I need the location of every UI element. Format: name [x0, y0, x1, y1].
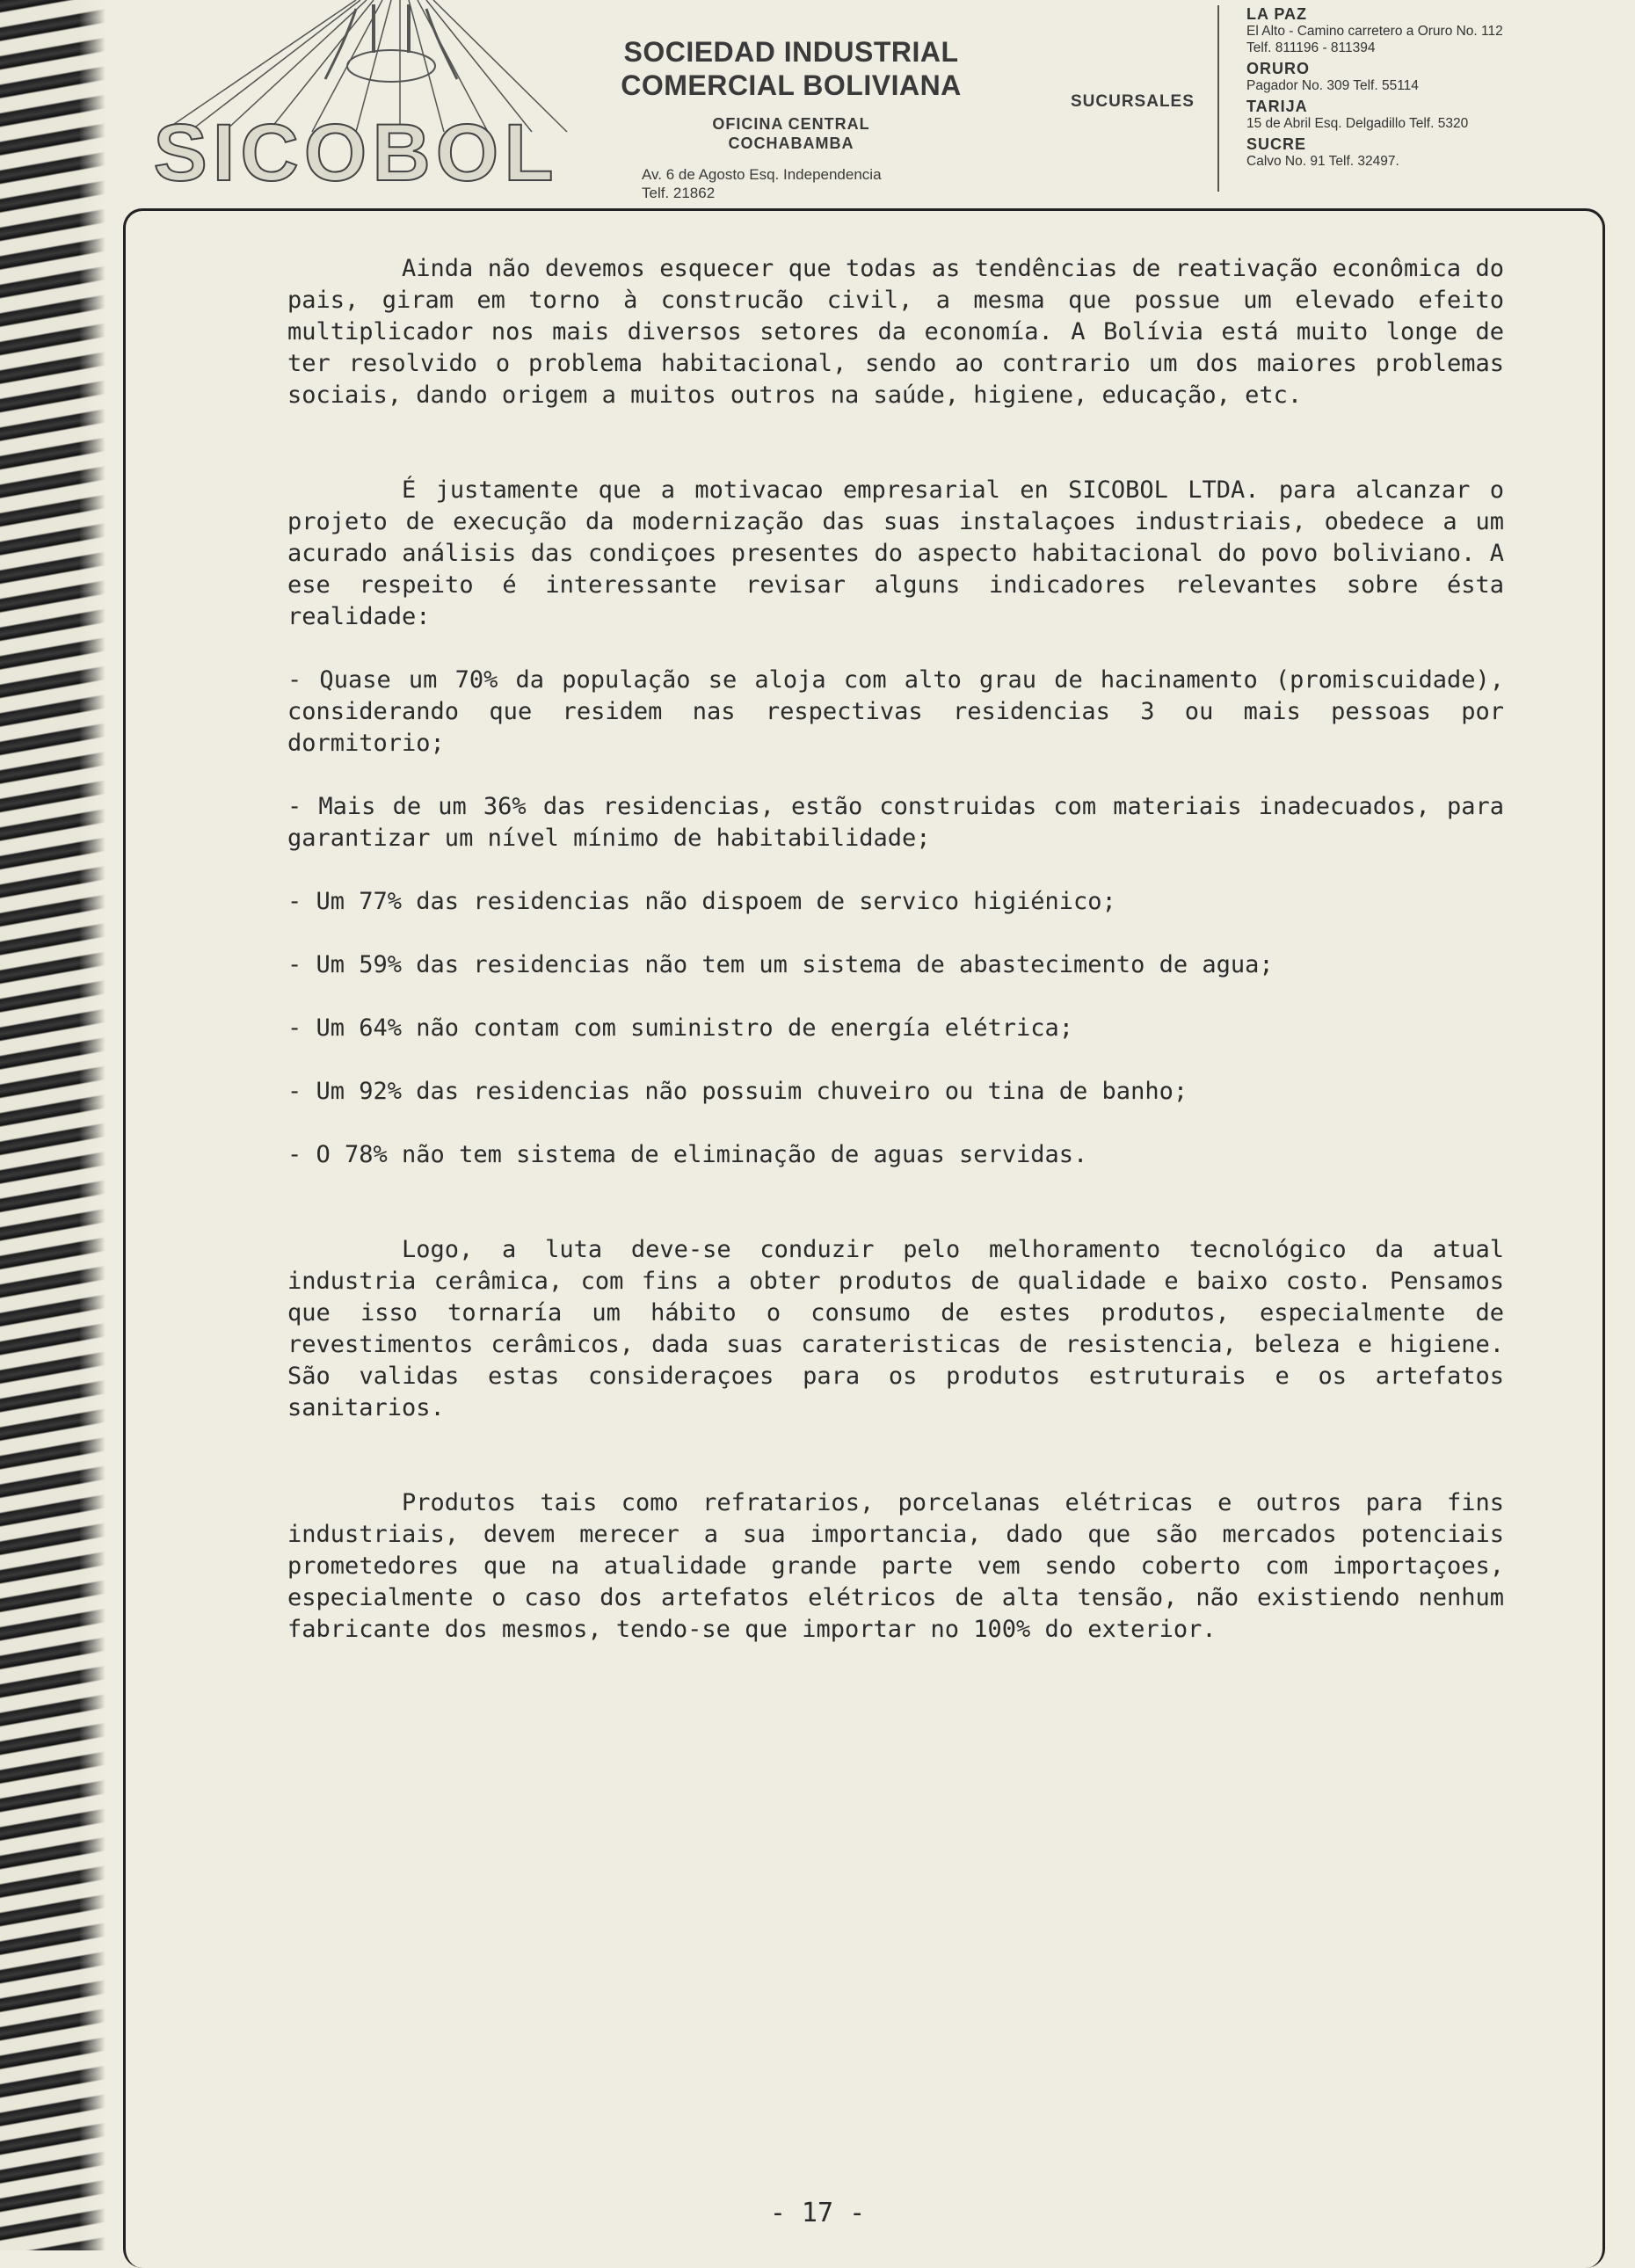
office-label: OFICINA CENTRAL [712, 115, 870, 133]
paragraph-2: É justamente que a motivacao empresarial en SICOBOL LTDA. para alcanzar o projeto de execução da modernização das suas instalaçoes industriais, obedece a um acurado análisis das condiçoes presentes do aspecto habitacional do povo boliviano. A ese respeito é interessante revisar alguns indicadores relevantes sobre ésta realidade: [287, 476, 1504, 630]
sicobol-logo [136, 0, 576, 186]
office-phone: Telf. 21862 [642, 185, 716, 201]
indicator-item: - Mais de um 36% das residencias, estão construidas com materiais inadecuados, para garantizar um nível mínimo de habitabilidade; [287, 793, 1504, 852]
branch-oruro [1246, 60, 1633, 94]
branch-city: ORURO [1246, 60, 1310, 77]
document-body [287, 253, 1504, 1646]
company-block [580, 35, 1002, 202]
sucursales-label: SUCURSALES [1071, 92, 1195, 111]
indicator-item: - Um 64% não contam com suministro de energía elétrica; [287, 1014, 1074, 1042]
office-city: COCHABAMBA [728, 134, 854, 152]
branch-city: LA PAZ [1246, 5, 1307, 23]
branch-tarija [1246, 98, 1633, 132]
branch-sucre [1246, 135, 1633, 170]
branch-address: Pagador No. 309 Telf. 55114 [1246, 78, 1419, 93]
page-number: - 17 - [769, 2198, 866, 2228]
paragraph-3: Logo, a luta deve-se conduzir pelo melhoramento tecnológico da atual industria cerâmica, com fins a obter produtos de qualidade e baixo costo. Pensamos que isso tornaría um hábito o consumo de estes produtos, especialmente de revestimentos cerâmicos, dada suas carateristicas de resistencia, beleza e higiene. São validas estas consideraçoes para os produtos estruturais e os artefatos sanitarios. [287, 1236, 1504, 1421]
branch-address: Calvo No. 91 Telf. 32497. [1246, 154, 1399, 169]
office-address: Av. 6 de Agosto Esq. Independencia [642, 166, 882, 183]
company-name-line1: SOCIEDAD INDUSTRIAL [623, 36, 959, 68]
indicator-item: - Quase um 70% da população se aloja com alto grau de hacinamento (promiscuidade), considerando que residem nas respectivas residencias 3 ou mais pessoas por dormitorio; [287, 666, 1504, 757]
indicator-item: - Um 77% das residencias não dispoem de servico higiénico; [287, 888, 1116, 915]
branch-address: El Alto - Camino carretero a Oruro No. 112 [1246, 24, 1503, 39]
paragraph-4: Produtos tais como refratarios, porcelanas elétricas e outros para fins industriais, devem merecer a sua importancia, dado que são mercados potenciais prometedores que na atualidade grande parte vem sendo coberto com importaçoes, especialmente o caso dos artefatos elétricos de alta tensão, não existiendo nenhum fabricante dos mesmos, tendo-se que importar no 100% do exterior. [287, 1489, 1504, 1643]
branches-list [1217, 5, 1633, 192]
company-name-line2: COMERCIAL BOLIVIANA [621, 69, 962, 101]
spiral-binding [0, 0, 105, 2250]
paragraph-1: Ainda não devemos esquecer que todas as tendências de reativação econômica do pais, giram em torno à construcão civil, a mesma que possue um elevado efeito multiplicador nos mais diversos setores da economía. A Bolívia está muito longe de ter resolvido o problema habitacional, sendo ao contrario um dos maiores problemas sociais, dando origem a muitos outros na saúde, higiene, educação, etc. [287, 255, 1504, 409]
logo-wordmark: SICOBOL [153, 108, 559, 186]
branch-address: 15 de Abril Esq. Delgadillo Telf. 5320 [1246, 116, 1469, 131]
indicator-item: - Um 92% das residencias não possuim chuveiro ou tina de banho; [287, 1078, 1188, 1105]
branch-phone: Telf. 811196 - 811394 [1246, 40, 1376, 55]
indicator-item: - O 78% não tem sistema de eliminação de aguas servidas. [287, 1141, 1088, 1168]
indicator-item: - Um 59% das residencias não tem um sistema de abastecimento de agua; [287, 951, 1274, 978]
branch-city: SUCRE [1246, 135, 1307, 153]
branch-la-paz [1246, 5, 1633, 56]
branch-city: TARIJA [1246, 98, 1308, 115]
